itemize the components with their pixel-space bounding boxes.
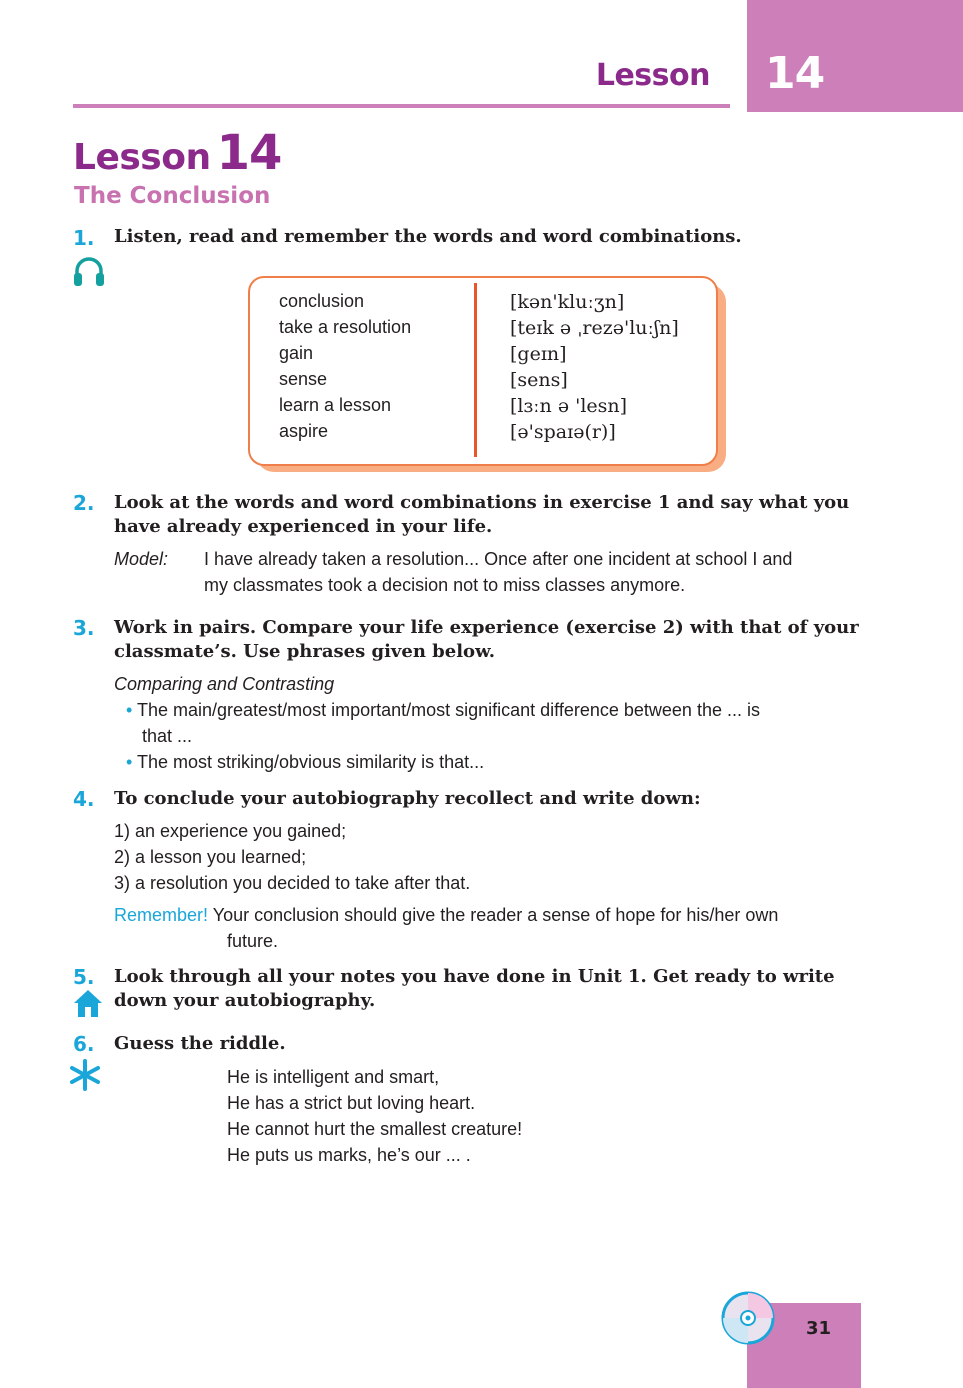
instruction-line: Look through all your notes you have done in Unit 1. Get ready to write [114,966,835,987]
phrases-heading: Comparing and Contrasting [114,674,335,694]
title-number: 14 [216,125,282,181]
list-item: 3) a resolution you decided to take after that. [114,873,471,893]
model-line: my classmates took a decision not to miss classes anymore. [204,575,686,595]
vocab-transcription: [kən'kluːʒn] [510,291,625,313]
remember-text: future. [227,931,279,951]
vocab-word: conclusion [279,291,365,311]
vocab-transcription: [lɜːn ə 'lesn] [510,395,628,417]
remember-note [114,902,864,954]
vocab-word: sense [279,369,328,389]
phrase-bullet-1 [126,697,866,749]
exercise-2-number: 2. [73,491,95,515]
exercise-6-number: 6. [73,1032,95,1056]
instruction-line: Look at the words and word combinations in exercise 1 and say what you [114,492,850,513]
cd-disc-icon [720,1290,776,1351]
instruction-line: classmate’s. Use phrases given below. [114,641,496,662]
exercise-3-number: 3. [73,616,95,640]
house-icon [72,988,104,1023]
page-number: 31 [806,1318,832,1339]
vocabulary-divider [474,283,477,457]
vocab-transcription: [teɪk ə ˌrezə'luːʃn] [510,317,679,339]
title-word: Lesson [73,137,211,178]
page-title [73,125,281,181]
remember-label: Remember! [114,905,209,925]
header-lesson-word: Lesson [595,58,710,93]
exercise-5-instruction [114,965,862,1013]
riddle-line: He puts us marks, he’s our ... . [227,1145,471,1165]
vocab-word: aspire [279,421,329,441]
vocabulary-transcriptions [510,289,679,445]
exercise-4-list [114,818,470,896]
riddle-text [227,1064,522,1168]
vocabulary-words [279,288,411,444]
bullet-text: The main/greatest/most important/most significant difference between the ... is [137,700,760,720]
headphones-icon [72,256,106,293]
exercise-1-number: 1. [73,226,95,250]
exercise-5-number: 5. [73,965,95,989]
exercise-1-instruction: Listen, read and remember the words and word combinations. [114,226,742,247]
model-text [204,546,864,598]
vocab-word: learn a lesson [279,395,392,415]
instruction-line: Work in pairs. Compare your life experience (exercise 2) with that of your [114,617,859,638]
riddle-line: He cannot hurt the smallest creature! [227,1119,523,1139]
vocab-word: take a resolution [279,317,412,337]
vocab-transcription: [sens] [510,369,568,391]
list-item: 2) a lesson you learned; [114,847,307,867]
asterisk-icon [68,1058,102,1097]
page-subtitle: The Conclusion [74,183,271,209]
header-rule [73,104,730,108]
model-line: I have already taken a resolution... Once after one incident at school I and [204,549,793,569]
bullet-text: that ... [142,726,193,746]
phrase-bullet-2 [126,749,484,775]
riddle-line: He is intelligent and smart, [227,1067,440,1087]
exercise-4-instruction: To conclude your autobiography recollect and write down: [114,788,701,809]
model-label: Model: [114,549,169,569]
vocab-transcription: [geɪn] [510,343,567,365]
remember-text: Your conclusion should give the reader a sense of hope for his/her own [212,905,779,925]
header-lesson-number: 14 [765,48,825,99]
bullet-text: The most striking/obvious similarity is that... [137,752,485,772]
exercise-2-instruction [114,491,862,539]
exercise-3-instruction [114,616,862,664]
riddle-line: He has a strict but loving heart. [227,1093,476,1113]
instruction-line: have already experienced in your life. [114,516,493,537]
exercise-4-number: 4. [73,787,95,811]
list-item: 1) an experience you gained; [114,821,347,841]
bullet-dot: • [126,700,133,720]
bullet-dot: • [126,752,133,772]
vocab-transcription: [ə'spaɪə(r)] [510,421,616,443]
exercise-6-instruction: Guess the riddle. [114,1033,286,1054]
instruction-line: down your autobiography. [114,990,376,1011]
vocab-word: gain [279,343,314,363]
